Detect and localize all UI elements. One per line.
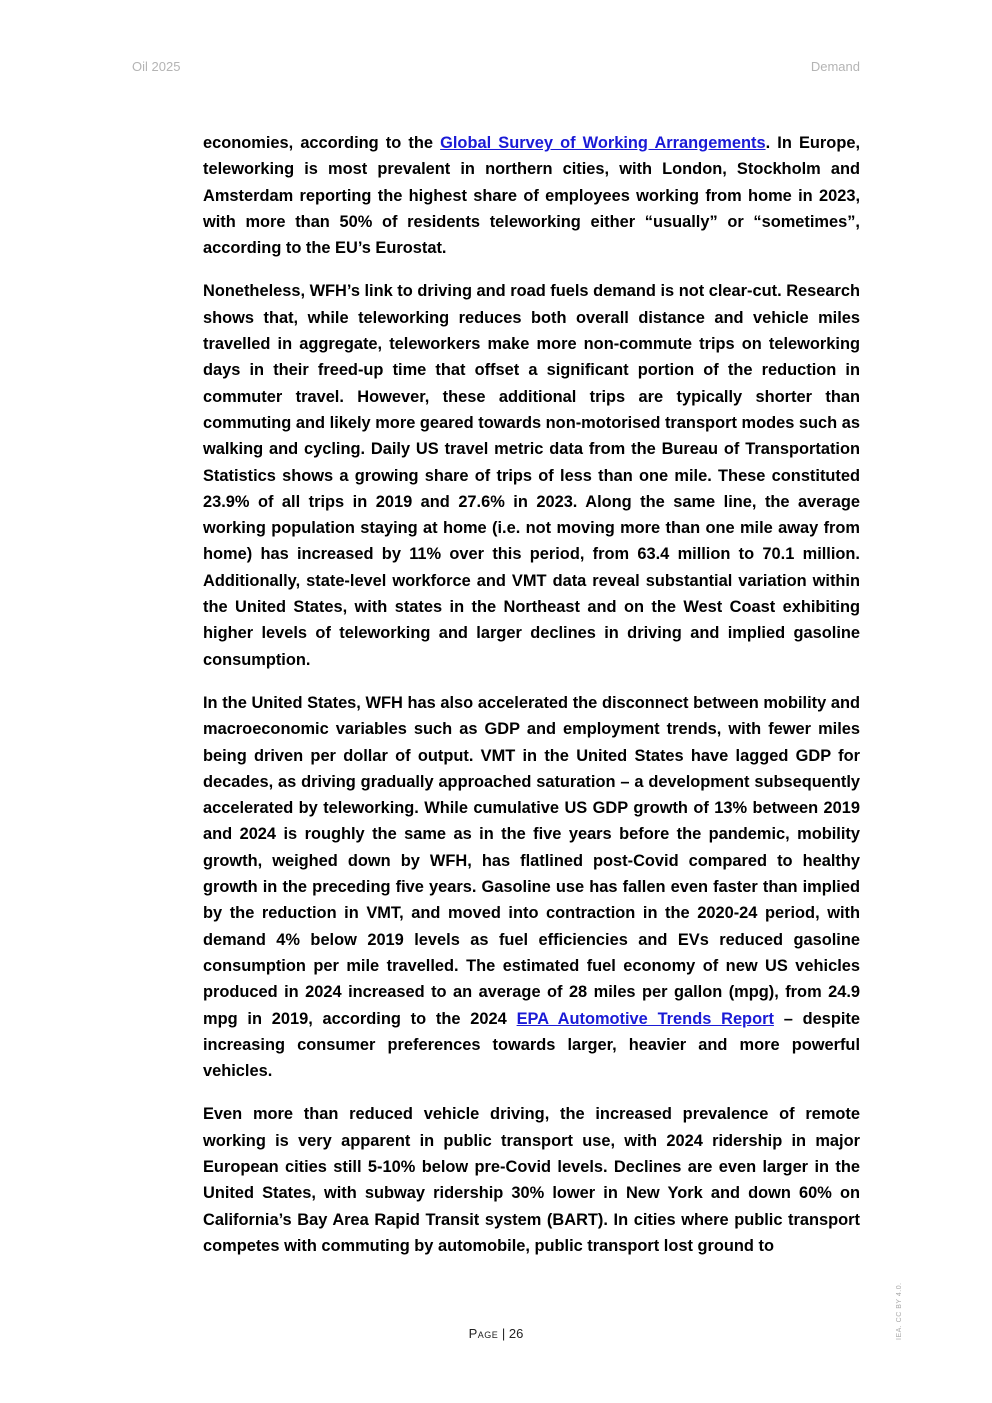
paragraph-3-body: In the United States, WFH has also accelerated the disconnect between mobility and macroeconomic variables such as GDP and employment trends, with fewer miles being driven per dollar of output. VMT in the United States have lagged GDP for decades, as driving gradually approached saturation – a development subsequently accelerated by teleworking. While cumulative US GDP growth of 13% between 2019 and 2024 is roughly the same as in the five years before the pandemic, mobility growth, weighed down by WFH, has flatlined post-Covid compared to healthy growth in the preceding five years. Gasoline use has fallen even faster than implied by the reduction in VMT, and moved into contraction in the 2020-24 period, with demand 4% below 2019 levels as fuel efficiencies and EVs reduced gasoline consumption per mile travelled. The estimated fuel economy of new US vehicles produced in 2024 increased to an average of 28 miles per gallon (mpg), from 24.9 mpg in 2019, according to the 2024 — [203, 693, 860, 1028]
page-separator: | — [498, 1326, 509, 1341]
page-label: Page — [468, 1326, 499, 1341]
license-notice: IEA. CC BY 4.0. — [896, 1282, 903, 1340]
paragraph-1-intro: economies, according to the — [203, 134, 441, 152]
page-number: 26 — [508, 1326, 524, 1341]
epa-report-link[interactable]: EPA Automotive Trends Report — [516, 1009, 774, 1028]
header-report-title: Oil 2025 — [132, 59, 181, 74]
body-text — [203, 130, 860, 1276]
paragraph-4: Even more than reduced vehicle driving, the increased prevalence of remote working is very apparent in public transport use, with 2024 ridership in major European cities still 5-10% below pre-Covid levels. Declines are even larger in the United States, with subway ridership 30% lower in New York and down 60% on California’s Bay Area Rapid Transit system (BART). In cities where public transport competes with commuting by automobile, public transport lost ground to — [203, 1105, 860, 1255]
paragraph-3 — [203, 690, 860, 1084]
paragraph-1-rest: . In Europe, teleworking is most prevalent in northern cities, with London, Stockholm and Amsterdam reporting the highest share of employees working from home in 2023, with more than 50% of residents teleworking either “usually” or “sometimes”, according to the EU’s Eurostat. — [203, 134, 861, 258]
paragraph-3-end: – despite increasing consumer preferences towards larger, heavier and more powerful vehicles. — [203, 1009, 861, 1081]
paragraph-2: Nonetheless, WFH’s link to driving and road fuels demand is not clear-cut. Research shows that, while teleworking reduces both overall distance and vehicle miles travelled in aggregate, teleworkers make more non-commute trips on teleworking days in their freed-up time that offset a significant portion of the reduction in commuter travel. However, these additional trips are typically shorter than commuting and likely more geared towards non-motorised transport modes such as walking and cycling. Daily US travel metric data from the Bureau of Transportation Statistics shows a growing share of trips of less than one mile. These constituted 23.9% of all trips in 2019 and 27.6% in 2023. Along the same line, the average working population staying at home (i.e. not moving more than one mile away from home) has increased by 11% over this period, from 63.4 million to 70.1 million. Additionally, state-level workforce and VMT data reveal substantial variation within the United States, with states in the Northeast and on the West Coast exhibiting higher levels of teleworking and larger declines in driving and implied gasoline consumption. — [203, 282, 860, 669]
global-survey-link[interactable]: Global Survey of Working Arrangements — [440, 134, 766, 152]
header-section-title: Demand — [810, 59, 860, 74]
paragraph-1 — [203, 130, 860, 261]
page-footer — [0, 1326, 992, 1341]
